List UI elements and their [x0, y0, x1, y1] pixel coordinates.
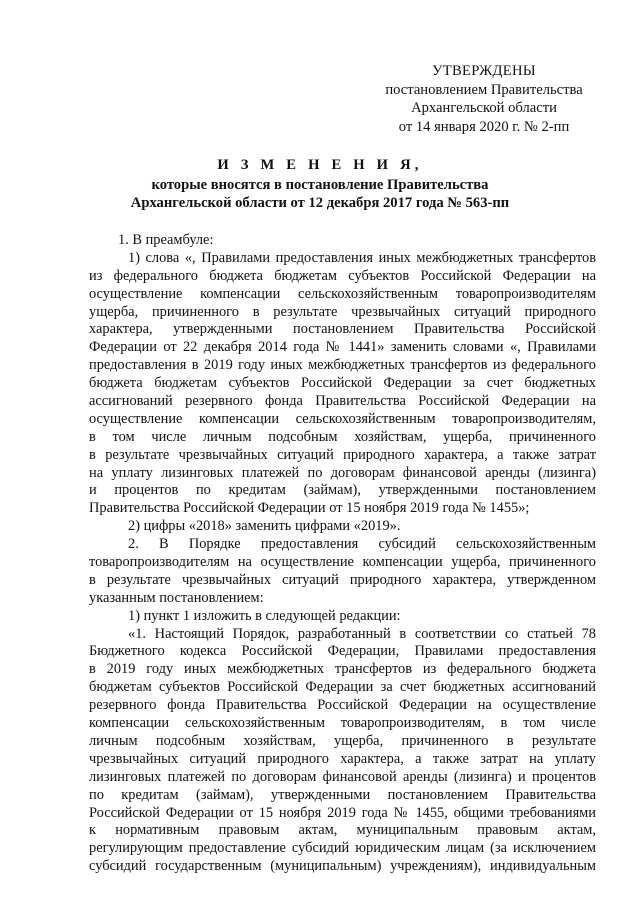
heading-title: И З М Е Н Е Н И Я,	[217, 157, 423, 173]
text-line: 1. В преамбуле:	[118, 232, 214, 248]
approval-title: УТВЕРЖДЕНЫ	[432, 63, 536, 79]
document-heading	[80, 156, 560, 212]
text-line: «1. Настоящий Порядок, разработанный в соответствии со статьей 78	[128, 625, 596, 642]
text-line: 1) слова «, Правилами предоставления иных межбюджетных трансфертов	[128, 249, 596, 266]
approval-block	[370, 62, 598, 136]
heading-subtitle: которые вносятся в постановление Правительства	[151, 177, 489, 193]
text-line: регулирующим предоставление субсидий юридическим лицам (за исключением	[89, 840, 596, 857]
heading-subtitle: Архангельской области от 12 декабря 2017 года № 563-пп	[130, 195, 510, 211]
text-line: компенсации сельскохозяйственным товаропроизводителям, в том числе	[89, 715, 596, 732]
text-line: в результате чрезвычайных ситуаций природного характера, утвержденном	[89, 571, 596, 588]
text-line: к нормативным правовым актам, муниципальным правовым актам,	[89, 822, 596, 839]
text-line: товаропроизводителям на осуществление компенсации ущерба, причиненного	[89, 554, 596, 571]
text-line: Российской Федерации от 15 ноября 2019 года № 1455, общими требованиями	[89, 804, 596, 821]
text-line: предоставления в 2019 году иных межбюджетных трансфертов из федерального	[89, 357, 596, 374]
text-line: указанным постановлением:	[89, 589, 264, 606]
text-line: осуществление компенсации сельскохозяйственным товаропроизводителям,	[89, 410, 596, 427]
text-line: ущерба, причиненного в результате чрезвычайных ситуаций природного	[89, 303, 596, 320]
text-line: Федерации от 22 декабря 2014 года № 1441» заменить словами «, Правилами	[89, 339, 596, 356]
text-line: характера, утвержденными постановлением Правительства Российской	[89, 321, 596, 338]
text-line: субсидий государственным (муниципальным) учреждениям), индивидуальным	[89, 858, 596, 875]
document-body	[89, 232, 596, 876]
text-line: осуществление компенсации сельскохозяйственным товаропроизводителям	[89, 285, 596, 302]
text-line: по кредитам (займам), утвержденными постановлением Правительства	[89, 786, 596, 803]
text-line: и процентов по кредитам (займам), утвержденными постановлением	[89, 482, 596, 499]
text-line: в том числе личным подсобным хозяйствам, ущерба, причиненного	[89, 428, 596, 445]
text-line: в 2019 году иных межбюджетных трансфертов из федерального бюджета	[89, 661, 596, 678]
text-line: Правительства Российской Федерации от 15 ноября 2019 года № 1455»;	[89, 500, 530, 517]
text-line: лизинговых платежей по договорам финансовой аренды (лизинга) и процентов	[89, 768, 596, 785]
approval-line: постановлением Правительства	[385, 81, 583, 98]
text-line: личным подсобным хозяйствам, ущерба, причиненного в результате	[89, 732, 596, 749]
text-line: резервного фонда Правительства Российской Федерации на осуществление	[89, 697, 596, 714]
text-line: в результате чрезвычайных ситуаций природного характера, а также затрат	[89, 446, 596, 463]
text-line: 2. В Порядке предоставления субсидий сельскохозяйственным	[128, 536, 596, 553]
text-line: Бюджетного кодекса Российской Федерации, Правилами предоставления	[89, 643, 596, 660]
text-line: бюджета бюджетам субъектов Российской Федерации за счет бюджетных	[89, 375, 596, 392]
approval-line: Архангельской области	[411, 100, 557, 116]
text-line: 1) пункт 1 изложить в следующей редакции:	[128, 607, 401, 624]
text-line: из федерального бюджета бюджетам субъектов Российской Федерации на	[89, 267, 596, 284]
text-line: бюджетам субъектов Российской Федерации за счет бюджетных ассигнований	[89, 679, 596, 696]
approval-line: от 14 января 2020 г. № 2-пп	[398, 118, 570, 135]
text-line: чрезвычайных ситуаций природного характера, а также затрат на уплату	[89, 750, 596, 767]
text-line: на уплату лизинговых платежей по договорам финансовой аренды (лизинга)	[89, 464, 596, 481]
text-line: ассигнований резервного фонда Правительства Российской Федерации на	[89, 393, 596, 410]
text-line: 2) цифры «2018» заменить цифрами «2019».	[128, 518, 401, 535]
